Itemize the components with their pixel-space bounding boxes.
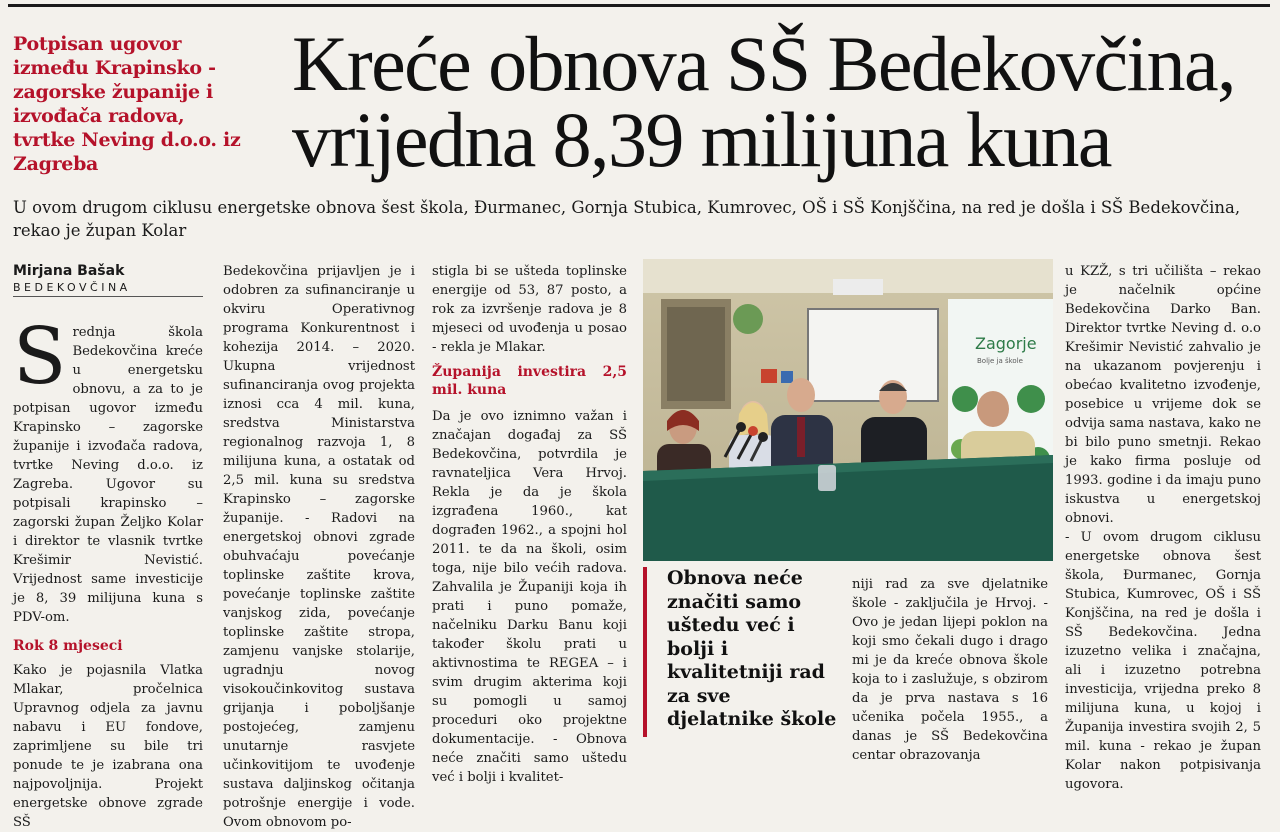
col3-paragraph-2: Da je ovo iznimno važan i značajan događaj za SŠ Bedekovčina, potvrdila je ravnateljica Vera Hrvoj. Rekla je da je škola izgrađena 1960., kat dograđen 1962., a spojni hol 2011. te da na školi, osim toga, nije bilo većih radova. Zahvalila je Županiji koja ih prati i puno pomaže, načelniku Darku Banu koji također školu prati u aktivnostima te REGEA – i svim drugim akterima koji su pomogli u samoj proceduri oko projektne dokumentacije. - Obnova neće značiti samo uštedu već i bolji i kvalitet- <box>432 409 627 785</box>
pull-quote-text: Obnova neće značiti samo uštedu već i bolji i kvalitetniji rad za sve djelatnike škole <box>667 567 837 730</box>
kicker: Potpisan ugovor između Krapinsko - zagorske županije i izvođača radova, tvrtke Neving d.o.o. iz Zagreba <box>13 33 241 175</box>
top-rule <box>8 4 1270 7</box>
projector-screen <box>808 309 938 401</box>
banner-text: Zagorje <box>975 334 1037 353</box>
wall-decoration <box>733 304 763 334</box>
subheading-rok: Rok 8 mjeseci <box>13 638 123 654</box>
subheading-zupanija: Županija investira 2,5 mil. kuna <box>432 364 627 398</box>
column-2 <box>223 262 415 832</box>
photo-illustration <box>643 259 1053 561</box>
banner-subtext: Bolje ja škole <box>977 357 1023 365</box>
headline <box>292 20 1272 183</box>
headline-line-2: vrijedna 8,39 milijuna kuna <box>292 96 1111 183</box>
lead-text: rednja škola Bedekovčina kreće u energetsku obnovu, a za to je potpisan ugovor između Krapinsko – zagorske županije i izvođača radova, tvrtke Neving d.o.o. iz Zagreba. Ugovor su potpisali krapinsko – zagorski župan Željko Kolar i direktor te vlasnik tvrtke Krešimir Nevistić. Vrijednost same investicije je 8, 39 milijuna kuna s PDV-om. <box>13 325 203 625</box>
headline-line-1: Kreće obnova SŠ Bedekovčina, <box>292 20 1235 107</box>
author: Mirjana Bašak <box>13 263 125 279</box>
col2-paragraph: Bedekovčina prijavljen je i odobren za sufinanciranje u okviru Operativnog programa Konkurentnost i kohezija 2014. – 2020. Ukupna vrijednost sufinanciranja ovog projekta iznosi cca 4 mil. kuna, sredstva Ministarstva regionalnog razvoja 1, 8 milijuna kuna, a ostatak od 2,5 mil. kuna su sredstva Krapinsko – zagorske županije. - Radovi na energetskoj obnovi zgrade obuhvaćaju povećanje toplinske zaštite krova, povećanje toplinske zaštite vanjskog zida, povećanje toplinske zaštite stropa, zamjenu vanjske stolarije, ugradnju novog visokoučinkovitog sustava grijanja i poboljšanje postojećeg, zamjenu unutarnje rasvjete učinkovitijom te uvođenje sustava daljinskog očitanja potrošnje energije i vode. Ovom obnovom po- <box>223 264 415 830</box>
col1-paragraph-2: Kako je pojasnila Vlatka Mlakar, pročelnica Upravnog odjela za javnu nabavu i EU fondove, zaprimljene su bile tri ponude te je izabrana ona najpovoljnija. Projekt energetske obnove zgrade SŠ <box>13 663 203 830</box>
press-conference-photo <box>643 259 1053 561</box>
column-1 <box>13 262 203 832</box>
pull-quote <box>643 567 843 737</box>
col5-paragraph-2: - U ovom drugom ciklusu energetske obnova šest škola, Đurmanec, Gornja Stubica, Kumrovec, OŠ i SŠ Konjščina, na red je došla i SŠ Bedekovčina. Jedna izuzetno velika i značajna, ali i izuzetno potrebna investicija, vrijedna preko 8 milijuna kuna, u kojoj i Županija investira svojih 2, 5 mil. kuna - rekao je župan Kolar nakon potpisivanja ugovora. <box>1065 530 1261 792</box>
column-5 <box>1065 262 1261 794</box>
col3-paragraph-1: stigla bi se ušteda toplinske energije od 53, 87 posto, a rok za izvršenje radova je 8 mjeseci od uvođenja u posao - rekla je Mlakar. <box>432 264 627 355</box>
byline-rule <box>13 296 203 297</box>
water-bottle <box>818 465 836 491</box>
subhead: U ovom drugom ciklusu energetske obnova šest škola, Đurmanec, Gornja Stubica, Kumrovec, OŠ i SŠ Konjščina, na red je došla i SŠ Bedekovčina, rekao je župan Kolar <box>13 198 1241 240</box>
col5-paragraph-1: u KZŽ, s tri učilišta – rekao je načelnik općine Bedekovčina Darko Ban. Direktor tvrtke Neving d. o.o Krešimir Nevistić zahvalio je na ukazanom povjerenju i obećao kvalitetno izvođenje, posebice u vrijeme dok se odvija sama nastava, kako ne bi bilo puno smetnji. Rekao je kako firma posluje od 1993. godine i da imaju puno iskustva u energetskoj obnovi. <box>1065 264 1261 526</box>
drop-cap: S <box>13 312 67 402</box>
projector-icon <box>833 279 883 295</box>
dateline: BEDEKOVČINA <box>13 281 131 294</box>
column-3 <box>432 262 627 787</box>
col4-paragraph: niji rad za sve djelatnike škole - zaključila je Hrvoj. - Ovo je jedan lijepi poklon na koji smo čekali dugo i drago mi je da kreće obnova škole koja to i zaslužuje, s obzirom da je prva nastava s 16 učenika počela 1955., a danas je SŠ Bedekovčina centar obrazovanja <box>852 577 1048 763</box>
column-4 <box>852 575 1048 765</box>
lead-paragraph <box>13 312 203 627</box>
